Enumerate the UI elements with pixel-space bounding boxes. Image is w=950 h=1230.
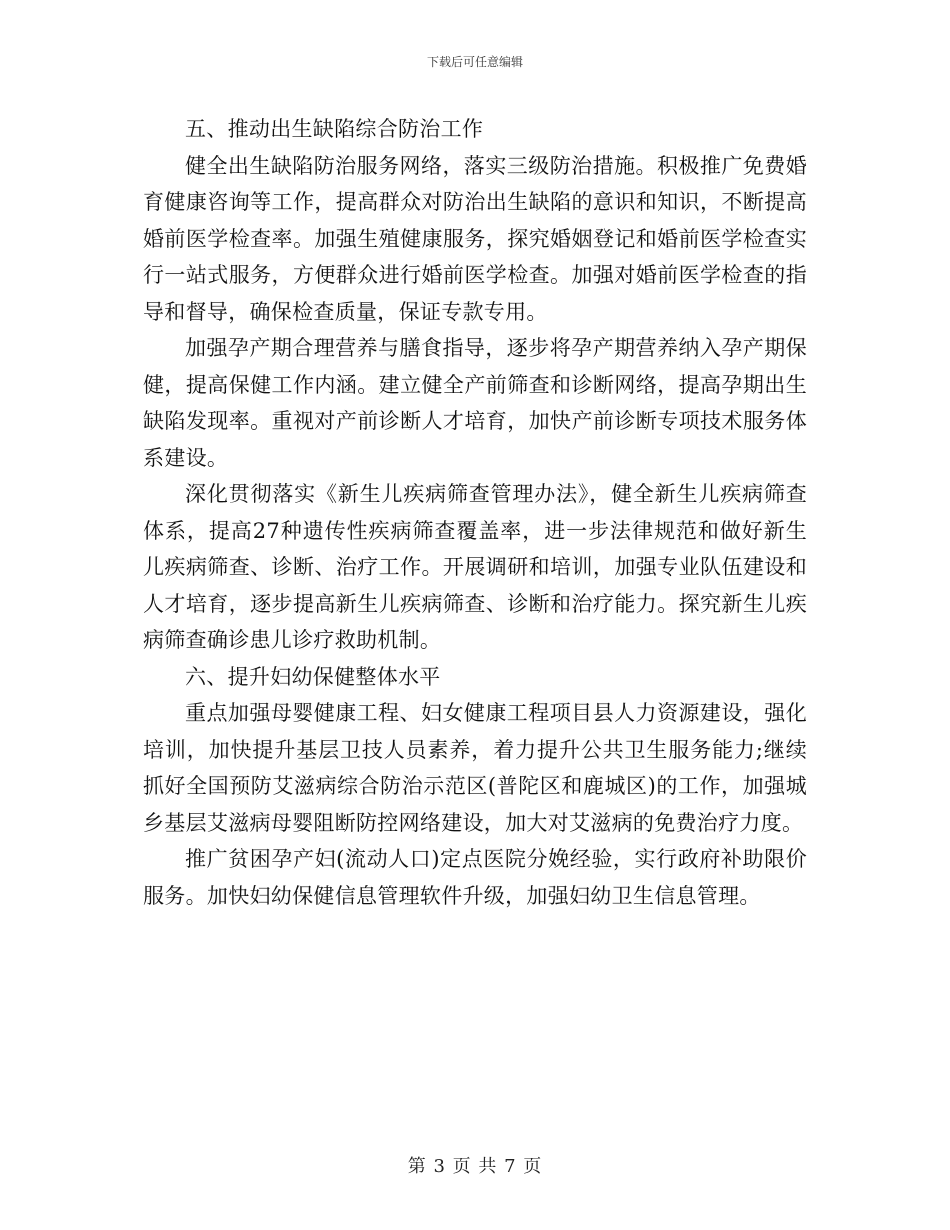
section-heading-5: 五、推动出生缺陷综合防治工作 <box>185 117 484 141</box>
page-number: 第 3 页 共 7 页 <box>407 1156 543 1177</box>
document-body <box>143 111 807 914</box>
page-header: 下载后可任意编辑 <box>426 55 523 69</box>
paragraph: 推广贫困孕产妇(流动人口)定点医院分娩经验，实行政府补助限价服务。加快妇幼保健信息管理软件升级，加强妇幼卫生信息管理。 <box>143 847 807 908</box>
paragraph: 健全出生缺陷防治服务网络，落实三级防治措施。积极推广免费婚育健康咨询等工作，提高群众对防治出生缺陷的意识和知识，不断提高婚前医学检查率。加强生殖健康服务，探究婚姻登记和婚前医学检查实行一站式服务，方便群众进行婚前医学检查。加强对婚前医学检查的指导和督导，确保检查质量，保证专款专用。 <box>143 153 807 324</box>
paragraph: 重点加强母婴健康工程、妇女健康工程项目县人力资源建设，强化培训，加快提升基层卫技人员素养，着力提升公共卫生服务能力;继续抓好全国预防艾滋病综合防治示范区(普陀区和鹿城区)的工作，加强城乡基层艾滋病母婴阻断防控网络建设，加大对艾滋病的免费治疗力度。 <box>143 701 807 835</box>
paragraph: 深化贯彻落实《新生儿疾病筛查管理办法》，健全新生儿疾病筛查体系，提高27种遗传性疾病筛查覆盖率，进一步法律规范和做好新生儿疾病筛查、诊断、治疗工作。开展调研和培训，加强专业队伍建设和人才培育，逐步提高新生儿疾病筛查、诊断和治疗能力。探究新生儿疾病筛查确诊患儿诊疗救助机制。 <box>143 482 807 652</box>
paragraph: 加强孕产期合理营养与膳食指导，逐步将孕产期营养纳入孕产期保健，提高保健工作内涵。建立健全产前筛查和诊断网络，提高孕期出生缺陷发现率。重视对产前诊断人才培育，加快产前诊断专项技术服务体系建设。 <box>143 336 807 470</box>
section-heading-6: 六、提升妇幼保健整体水平 <box>185 664 441 689</box>
